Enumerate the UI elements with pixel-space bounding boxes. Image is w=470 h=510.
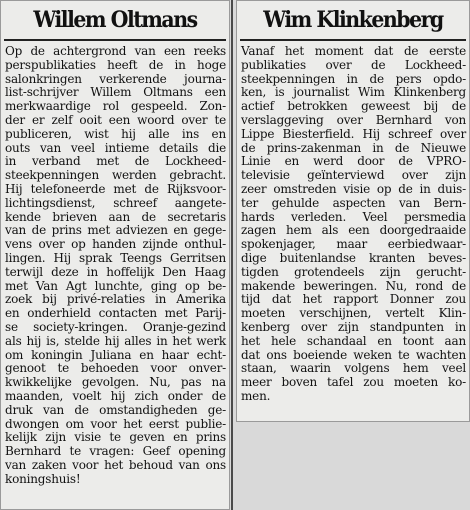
left-article-line: van zaken voor het behoud van ons xyxy=(5,457,226,472)
right-article-line: ken, is journalist Wim Klinkenberg xyxy=(241,85,466,100)
left-article-line: koningshuis! xyxy=(5,471,81,486)
right-article-line: staan, waarin volgens hem veel xyxy=(241,361,466,376)
left-article-line: der er zelf ooit een woord over te xyxy=(5,112,226,127)
left-article-line: vens over op handen zijnde onthul- xyxy=(5,237,226,252)
right-article-line: dat ons boeiende weken te wachten xyxy=(241,347,466,362)
right-article-line: moeten verschijnen, vertelt Klin- xyxy=(241,306,466,321)
right-article-line: zagen hem als een doorgedraaide xyxy=(241,223,466,238)
left-article-line: zoek bij privé-relaties in Amerika xyxy=(5,292,226,307)
right-article-body xyxy=(241,45,466,404)
right-article-line: Vanaf het moment dat de eerste xyxy=(241,44,466,58)
left-article-line: genoot te behoeden voor onver- xyxy=(5,361,226,376)
left-article-line: Op de achtergrond van een reeks xyxy=(5,44,226,58)
left-article-line: perspublikaties heeft de in hoge xyxy=(5,57,226,72)
left-article-line: maanden, voelt hij zich onder de xyxy=(5,388,226,403)
right-article-line: tijd dat het rapport Donner zou xyxy=(241,292,466,307)
right-article-line: tigden grotendeels zijn gerucht- xyxy=(241,264,466,279)
left-article-line: kwikkelijke gevolgen. Nu, pas na xyxy=(5,375,226,390)
right-article-line: televisie geïnterviewd over zijn xyxy=(241,168,466,183)
right-article-line: Linie en werd door de VPRO- xyxy=(241,154,466,169)
right-article-clipping xyxy=(236,0,470,422)
right-article-line: kenberg over zijn standpunten in xyxy=(241,319,466,334)
left-article-line: met Van Agt lunchte, ging op be- xyxy=(5,278,226,293)
left-article-line: kende brieven aan de secretaris xyxy=(5,209,226,224)
right-article-line: actief betrokken geweest bij de xyxy=(241,99,466,114)
right-article-line: men. xyxy=(241,388,271,403)
right-article-line: meer boven tafel zou moeten ko- xyxy=(241,375,466,390)
left-article-line: merkwaardige rol gespeeld. Zon- xyxy=(5,99,226,114)
right-article-line: publikaties over de Lockheed- xyxy=(241,57,466,72)
left-article-line: kelijk zijn visie te geven en prins xyxy=(5,430,226,445)
left-headline-rule xyxy=(4,39,226,41)
right-article-line: spokenjager, maar eerbiedwaar- xyxy=(241,237,466,252)
left-article-line: Bernhard te vragen: Geef opening xyxy=(5,444,226,459)
right-headline-rule xyxy=(240,39,466,41)
right-article-line: Lippe Biesterfield. Hij schreef over xyxy=(241,126,466,141)
left-article-body xyxy=(5,45,226,487)
left-article-line: lingen. Hij sprak Teengs Gerritsen xyxy=(5,250,226,265)
left-article-line: lichtingsdienst, schreef aangete- xyxy=(5,195,226,210)
left-article-line: list-schrijver Willem Oltmans een xyxy=(5,85,226,100)
right-article-line: hards verleden. Veel persmedia xyxy=(241,209,466,224)
left-article-line: Hij telefoneerde met de Rijksvoor- xyxy=(5,181,226,196)
left-article-line: salonkringen verkerende journa- xyxy=(5,71,226,86)
right-article-line: steekpenningen in de pers opdo- xyxy=(241,71,466,86)
right-article-line: verslaggeving over Bernhard von xyxy=(241,112,466,127)
right-headline: Wim Klinkenberg xyxy=(263,7,443,33)
left-article-line: als hij is, stelde hij alles in het werk xyxy=(5,333,226,348)
left-article-line: outs van veel intieme details die xyxy=(5,140,226,155)
right-article-line: het hele schandaal en toont aan xyxy=(241,333,466,348)
left-article-line: publiceren, wist hij alle ins en xyxy=(5,126,226,141)
left-article-line: in verband met de Lockheed- xyxy=(5,154,226,169)
right-article-line: ter gehulde aspecten van Bern- xyxy=(241,195,466,210)
left-article-clipping xyxy=(0,0,230,510)
left-headline: Willem Oltmans xyxy=(33,7,197,33)
left-article-line: druk van de omstandigheden ge- xyxy=(5,402,226,417)
left-article-line: terwijl deze in hoffelijk Den Haag xyxy=(5,264,226,279)
left-article-line: steekpenningen werden gebracht. xyxy=(5,168,226,183)
column-divider xyxy=(231,0,233,510)
right-article-line: makende beweringen. Nu, rond de xyxy=(241,278,466,293)
left-article-line: van de prins met adviezen en gege- xyxy=(5,223,226,238)
left-article-line: en onderhield contacten met Parij- xyxy=(5,306,226,321)
left-article-line: se society-kringen. Oranje-gezind xyxy=(5,319,226,334)
left-article-line: dwongen om voor het eerst publie- xyxy=(5,416,226,431)
right-article-line: zeer omstreden visie op de in duis- xyxy=(241,181,466,196)
right-article-line: de prins-zakenman in de Nieuwe xyxy=(241,140,466,155)
left-article-line: om koningin Juliana en haar echt- xyxy=(5,347,226,362)
right-article-line: dige buitenlandse kranten beves- xyxy=(241,250,466,265)
